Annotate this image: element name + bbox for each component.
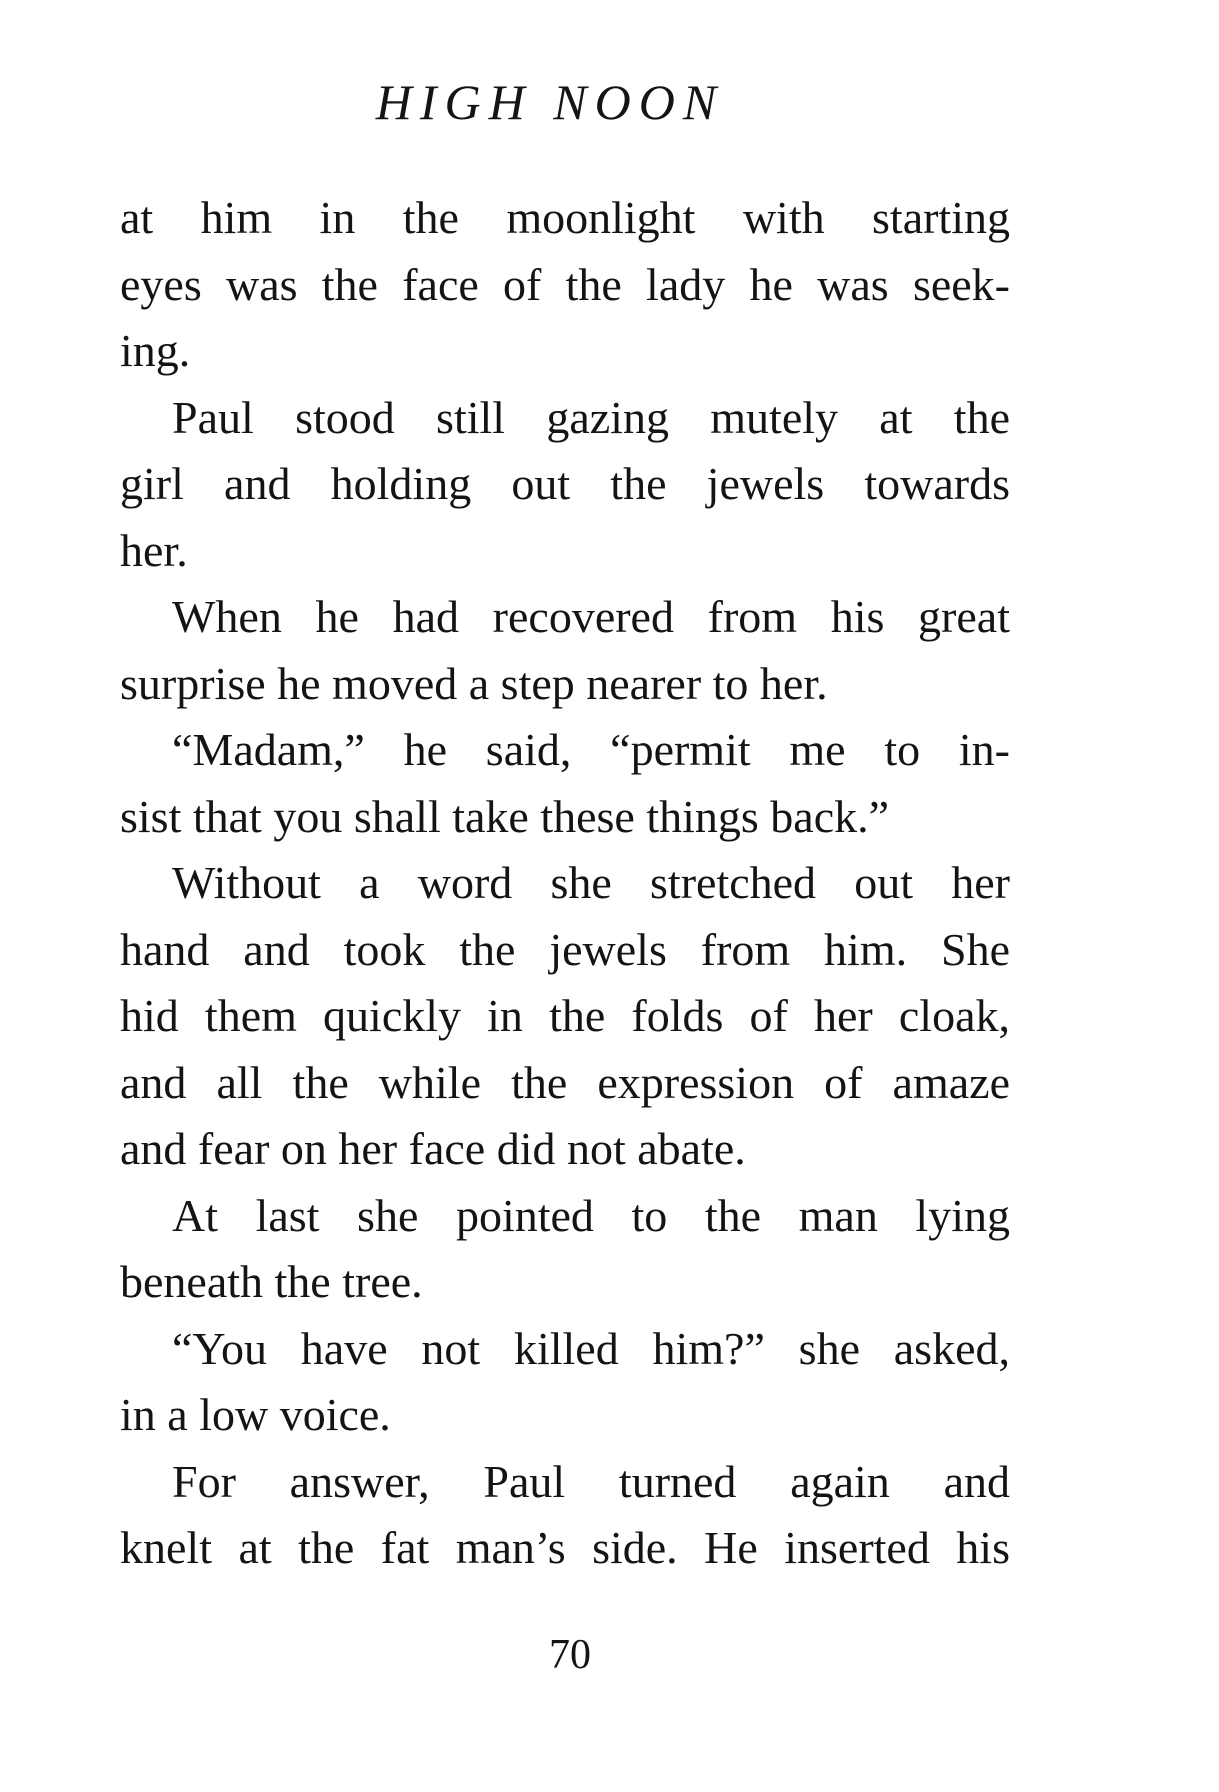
text-line: Paul stood still gazing mutely at the bbox=[172, 391, 1010, 443]
text-line: and all the while the expression of amaze bbox=[120, 1056, 1010, 1108]
running-head: HIGH NOON bbox=[375, 74, 725, 130]
text-line: hand and took the jewels from him. She bbox=[120, 923, 1010, 975]
text-line: hid them quickly in the folds of her cloak, bbox=[120, 990, 1010, 1041]
text-line: and fear on her face did not abate. bbox=[120, 1123, 746, 1174]
page-number: 70 bbox=[549, 1632, 591, 1678]
body-text bbox=[120, 188, 1010, 1585]
text-line: at him in the moonlight with starting bbox=[120, 192, 1010, 243]
text-line: ing. bbox=[120, 325, 191, 376]
text-line: in a low voice. bbox=[120, 1389, 391, 1440]
text-line: eyes was the face of the lady he was seek- bbox=[120, 258, 1010, 310]
text-line: When he had recovered from his great bbox=[172, 591, 1010, 642]
text-line: knelt at the fat man’s side. He inserted his bbox=[120, 1522, 1010, 1573]
text-line: At last she pointed to the man lying bbox=[172, 1189, 1010, 1241]
text-line: “You have not killed him?” she asked, bbox=[172, 1322, 1010, 1374]
text-line: sist that you shall take these things back.” bbox=[120, 790, 890, 842]
text-line: her. bbox=[120, 524, 188, 576]
text-line: Without a word she stretched out her bbox=[172, 857, 1010, 908]
text-line: girl and holding out the jewels towards bbox=[120, 458, 1010, 509]
text-line: For answer, Paul turned again and bbox=[172, 1455, 1010, 1507]
text-line: beneath the tree. bbox=[120, 1256, 423, 1307]
text-line: surprise he moved a step nearer to her. bbox=[120, 657, 828, 709]
text-line: “Madam,” he said, “permit me to in- bbox=[172, 724, 1010, 775]
